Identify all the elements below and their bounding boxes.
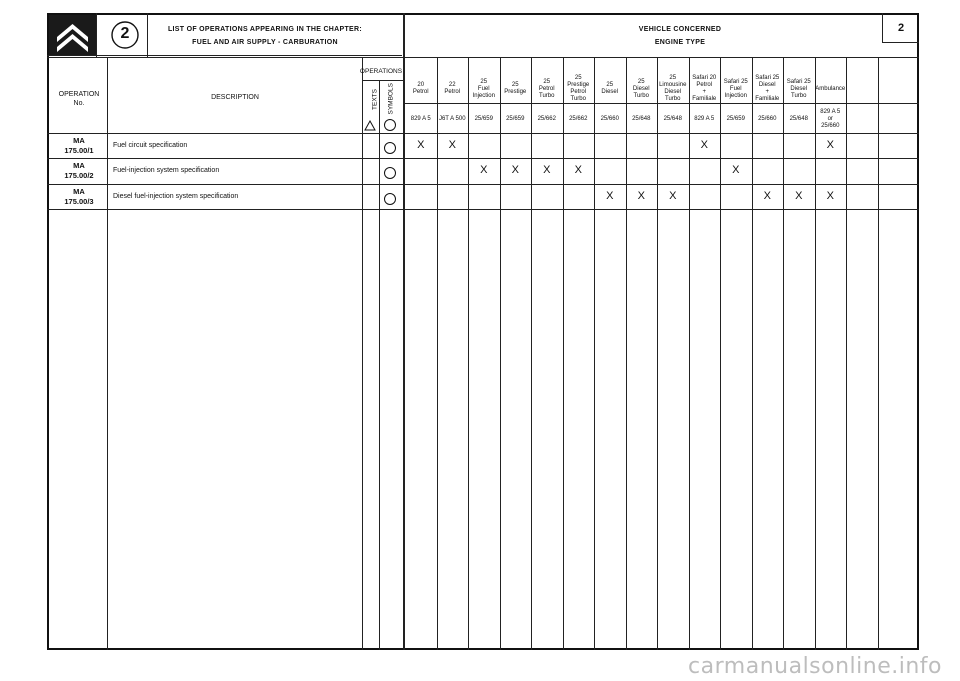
vehicle-header-line: Prestige: [567, 82, 590, 88]
engine-type-cell: [437, 116, 469, 123]
title-line-1: LIST OF OPERATIONS APPEARING IN THE CHAPTER:: [167, 26, 363, 33]
applicability-mark: X: [826, 190, 834, 202]
vehicle-header-line: Safari 25: [755, 75, 780, 81]
vehicle-column-line: [531, 57, 532, 650]
symbol-circle-icon: [384, 193, 396, 205]
vehicle-header-line: Diesel: [664, 89, 682, 95]
applicability-mark: X: [669, 190, 677, 202]
engine-type-line: 25/660: [600, 115, 619, 122]
engine-type-line: 25/648: [632, 115, 651, 122]
operation-no-header: [50, 90, 108, 108]
vehicle-column-line: [594, 57, 595, 650]
operation-description: Fuel-injection system specification: [113, 167, 220, 174]
vehicle-header-line: Familiale: [692, 96, 717, 102]
vehicle-header-line: Petrol: [696, 82, 713, 88]
vehicle-header-line: +: [765, 89, 769, 95]
vehicle-header: [531, 79, 563, 100]
vehicle-header-line: 25: [543, 78, 551, 85]
vehicle-header-line: Petrol: [412, 89, 429, 95]
vehicle-column-line: [500, 57, 501, 650]
vehicle-header: [468, 79, 500, 100]
vehicle-header-line: 25: [480, 78, 488, 85]
operation-number-line1: MA: [73, 161, 85, 170]
vehicle-column-line: [563, 57, 564, 650]
engine-type-cell: [783, 116, 815, 123]
engine-type-line: 25/662: [569, 115, 588, 122]
vehicle-column-line: [657, 57, 658, 650]
vehicle-header: [783, 79, 815, 100]
vehicle-header-line: 25: [606, 82, 614, 88]
engine-type-line: 25/659: [506, 115, 525, 122]
vehicle-concerned-title: VEHICLE CONCERNED: [638, 26, 722, 33]
texts-header: TEXTS: [371, 89, 379, 110]
engine-type-line: J6T A 500: [438, 115, 466, 122]
operation-no-header-line2: No.: [73, 100, 85, 107]
symbols-header: SYMBOLS: [387, 83, 395, 115]
symbol-circle-icon: [384, 142, 396, 154]
vehicle-header-line: Diesel: [758, 82, 776, 88]
applicability-mark: X: [480, 164, 488, 176]
symbol-circle-icon: [384, 167, 396, 179]
vehicle-header-line: Turbo: [570, 96, 586, 102]
main-divider: [403, 13, 405, 650]
vehicle-header: [626, 79, 658, 100]
engine-type-cell: [468, 116, 500, 123]
operation-no-header-line1: OPERATION: [58, 91, 100, 98]
texts-symbols-line: [379, 80, 380, 650]
engine-type-cell: [720, 116, 752, 123]
vehicle-header-line: 25: [637, 78, 645, 85]
description-column-line: [362, 57, 363, 650]
applicability-mark: X: [700, 139, 708, 151]
description-header: DESCRIPTION: [211, 94, 259, 101]
row-line-2: [47, 184, 919, 185]
engine-type-line: 829 A 5: [820, 108, 841, 115]
engine-type-line: [403, 103, 919, 104]
vehicle-header: [563, 75, 595, 103]
engine-type-line: 25/648: [663, 115, 682, 122]
header-body-line: [47, 133, 919, 134]
vehicle-column-line: [468, 57, 469, 650]
vehicle-header-line: Diesel: [632, 85, 650, 92]
engine-type-line: 25/648: [789, 115, 808, 122]
vehicle-column-line: [815, 57, 816, 650]
chapter-number-badge: [110, 20, 140, 50]
vehicle-header-line: Limousine: [659, 82, 687, 88]
vehicle-header-line: Safari 25: [723, 78, 748, 85]
engine-type-cell: [405, 116, 437, 123]
engine-type-line: 25/660: [758, 115, 777, 122]
vehicle-column-line: [720, 57, 721, 650]
vehicle-header: [815, 86, 847, 93]
vehicle-header-line: Turbo: [633, 92, 649, 99]
applicability-mark: X: [511, 164, 519, 176]
operation-number: [50, 161, 108, 181]
operation-description: Fuel circuit specification: [113, 142, 188, 149]
vehicle-header-line: Petrol: [444, 89, 461, 95]
vehicle-header-line: Familiale: [755, 96, 780, 102]
applicability-mark: X: [606, 190, 614, 202]
header-divider: [47, 57, 919, 58]
title-line-2: FUEL AND AIR SUPPLY - CARBURATION: [192, 39, 338, 46]
engine-type-cell: [626, 116, 658, 123]
badge-divider: [147, 13, 148, 57]
vehicle-header-line: 25: [574, 75, 582, 81]
applicability-mark: X: [417, 139, 425, 151]
page-number: 2: [897, 22, 905, 34]
operation-number: [50, 136, 108, 156]
applicability-mark: X: [826, 139, 834, 151]
applicability-mark: X: [637, 190, 645, 202]
engine-type-cell: [752, 116, 784, 123]
vehicle-column-line: [437, 57, 438, 650]
watermark: carmanualsonline.info: [688, 654, 942, 679]
vehicle-header: [405, 82, 437, 96]
operation-number-line2: 175.00/3: [64, 197, 94, 206]
operation-number-line1: MA: [73, 136, 85, 145]
vehicle-header-line: Petrol: [570, 89, 587, 95]
vehicle-header-line: Injection: [724, 92, 747, 99]
vehicle-header-line: Turbo: [791, 92, 807, 99]
operation-number: [50, 187, 108, 207]
operation-description: Diesel fuel-injection system specification: [113, 193, 239, 200]
vehicle-header-line: +: [702, 89, 706, 95]
vehicle-header: [752, 75, 784, 103]
applicability-mark: X: [795, 190, 803, 202]
vehicle-header-line: 25: [669, 75, 677, 81]
operations-sub-line: [362, 80, 403, 81]
operation-number-line1: MA: [73, 187, 85, 196]
vehicle-header: [437, 82, 469, 96]
engine-type-cell: [531, 116, 563, 123]
engine-type-line: 25/662: [537, 115, 556, 122]
vehicle-column-line: [626, 57, 627, 650]
engine-type-line: 25/660: [821, 122, 840, 129]
vehicle-header: [500, 82, 532, 96]
operations-header: OPERATIONS: [359, 68, 403, 75]
page-box-left: [882, 13, 883, 43]
vehicle-header-line: Petrol: [538, 85, 555, 92]
citroen-logo: [49, 15, 96, 56]
vehicle-column-line: [752, 57, 753, 650]
vehicle-header-line: Injection: [472, 92, 495, 99]
applicability-mark: X: [543, 164, 551, 176]
vehicle-header: [594, 82, 626, 96]
vehicle-header-line: Diesel: [790, 85, 808, 92]
vehicle-header-line: Diesel: [601, 89, 619, 95]
logo-divider: [96, 13, 97, 57]
engine-type-cell: [500, 116, 532, 123]
operation-number-line2: 175.00/2: [64, 171, 94, 180]
applicability-mark: X: [574, 164, 582, 176]
engine-type-title: ENGINE TYPE: [654, 39, 706, 46]
triangle-icon: [364, 120, 376, 131]
vehicle-column-line: [846, 57, 847, 650]
page-box-bottom: [882, 42, 919, 43]
row-line-3: [47, 209, 919, 210]
vehicle-header-line: Prestige: [504, 89, 527, 95]
header-divider-left: [47, 55, 402, 56]
vehicle-header-line: Ambulance: [815, 85, 846, 92]
engine-type-line: 25/659: [726, 115, 745, 122]
engine-type-cell: [689, 116, 721, 123]
vehicle-header: [720, 79, 752, 100]
vehicle-column-line: [689, 57, 690, 650]
vehicle-header-line: 25: [511, 82, 519, 88]
vehicle-header-line: Turbo: [665, 96, 681, 102]
vehicle-header: [689, 75, 721, 103]
vehicle-column-line: [783, 57, 784, 650]
vehicle-column-line: [878, 57, 879, 650]
circle-symbol-icon: [384, 119, 396, 131]
operation-number-line2: 175.00/1: [64, 146, 94, 155]
engine-type-cell: [594, 116, 626, 123]
vehicle-header-line: Safari 20: [692, 75, 717, 81]
vehicle-header-line: 20: [417, 82, 425, 88]
vehicle-header-line: 22: [448, 82, 456, 88]
engine-type-cell: [563, 116, 595, 123]
engine-type-cell: [657, 116, 689, 123]
document-sheet: [47, 13, 919, 650]
vehicle-header-line: Turbo: [539, 92, 555, 99]
engine-type-line: 829 A 5: [410, 115, 431, 122]
applicability-mark: X: [732, 164, 740, 176]
vehicle-header: [657, 75, 689, 103]
engine-type-line: 25/659: [474, 115, 493, 122]
applicability-mark: X: [763, 190, 771, 202]
applicability-mark: X: [448, 139, 456, 151]
row-line-1: [47, 158, 919, 159]
vehicle-header-line: Fuel: [729, 85, 742, 92]
engine-type-cell: [815, 109, 847, 130]
vehicle-header-line: Fuel: [477, 85, 490, 92]
chapter-number: 2: [120, 25, 130, 42]
engine-type-line: or: [827, 115, 833, 122]
engine-type-line: 829 A 5: [694, 115, 715, 122]
vehicle-header-line: Safari 25: [786, 78, 811, 85]
